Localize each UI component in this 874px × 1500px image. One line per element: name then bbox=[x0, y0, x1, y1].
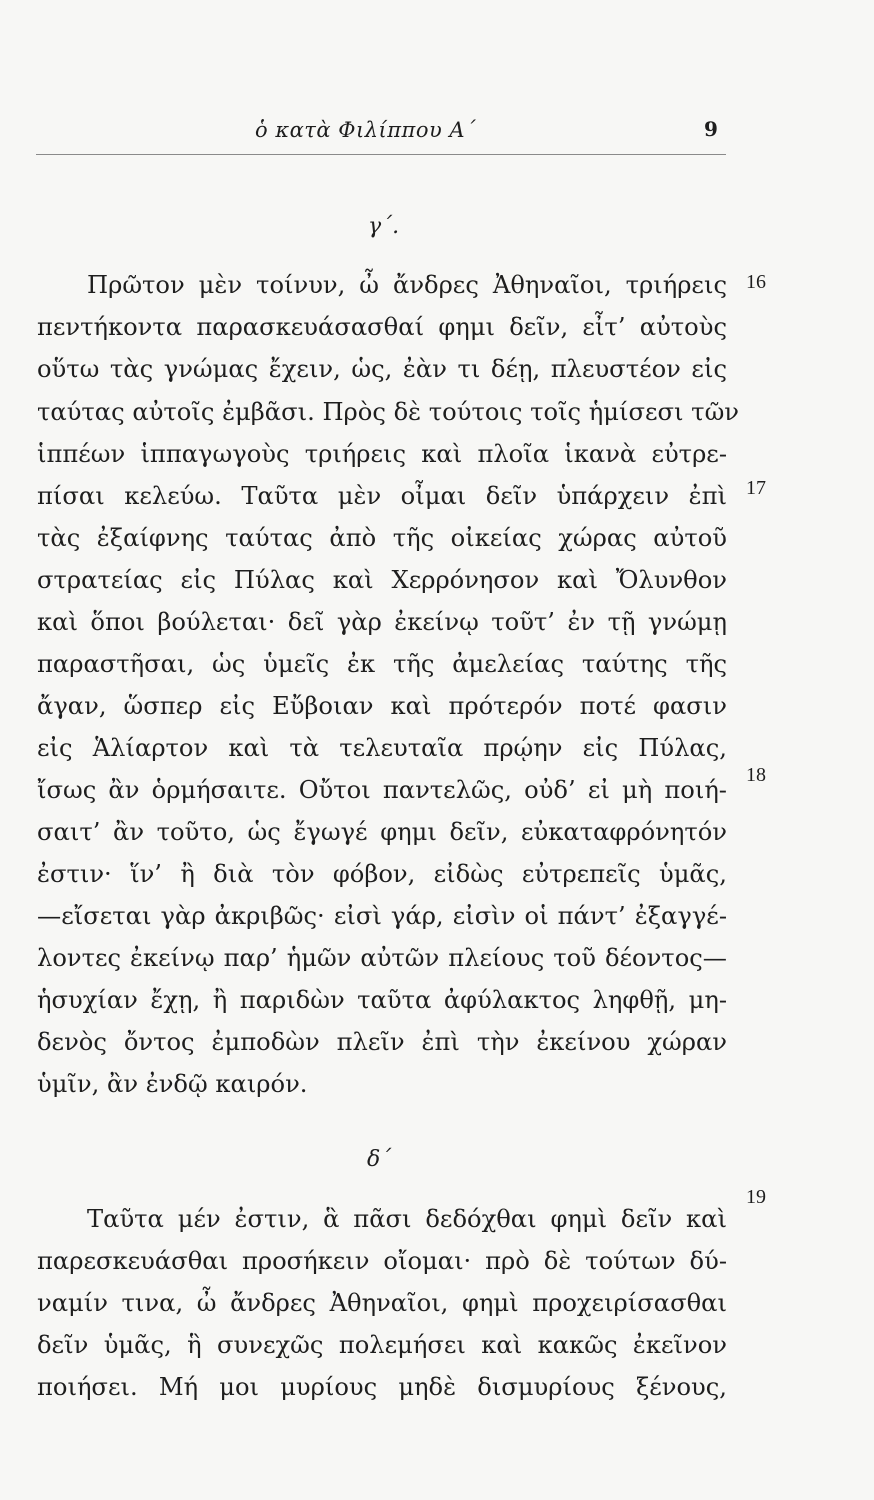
text-line: λοντες ἐκείνῳ παρ’ ἡμῶν αὐτῶν πλείους τοῦ δέοντος— bbox=[37, 944, 727, 972]
text-line: ἐστιν· ἵν’ ἢ διὰ τὸν φόβον, εἰδὼς εὐτρεπεῖς ὑμᾶς, bbox=[37, 860, 727, 888]
text-line: ὑμῖν, ἂν ἐνδῷ καιρόν. bbox=[37, 1070, 308, 1098]
text-line: ἡσυχίαν ἔχῃ, ἢ παριδὼν ταῦτα ἀφύλακτος ληφθῇ, μη- bbox=[37, 986, 727, 1014]
section-heading: γ΄. bbox=[368, 214, 400, 239]
text-line: οὕτω τὰς γνώμας ἔχειν, ὡς, ἐὰν τι δέῃ, πλευστέον εἰς bbox=[37, 355, 727, 383]
page-number: 9 bbox=[704, 117, 718, 141]
text-line: ἱππέων ἱππαγωγοὺς τριήρεις καὶ πλοῖα ἱκανὰ εὐτρε- bbox=[37, 440, 727, 468]
margin-number: 16 bbox=[746, 271, 766, 293]
text-line: ἴσως ἂν ὁρμήσαιτε. Οὔτοι παντελῶς, οὐδ’ εἰ μὴ ποιή- bbox=[37, 776, 727, 804]
text-line: Πρῶτον μὲν τοίνυν, ὦ ἄνδρες Ἀθηναῖοι, τριήρεις bbox=[87, 271, 727, 299]
text-line: ἄγαν, ὥσπερ εἰς Εὔβοιαν καὶ πρότερόν ποτέ φασιν bbox=[37, 692, 727, 720]
text-line: πίσαι κελεύω. Ταῦτα μὲν οἶμαι δεῖν ὑπάρχειν ἐπὶ bbox=[37, 482, 727, 510]
text-line: Ταῦτα μέν ἐστιν, ἃ πᾶσι δεδόχθαι φημὶ δεῖν καὶ bbox=[87, 1205, 727, 1233]
text-line: τὰς ἐξαίφνης ταύτας ἀπὸ τῆς οἰκείας χώρας αὐτοῦ bbox=[37, 524, 727, 552]
header-rule bbox=[36, 154, 726, 155]
margin-number: 18 bbox=[746, 764, 766, 786]
text-line: καὶ ὅποι βούλεται· δεῖ γὰρ ἐκείνῳ τοῦτ’ ἐν τῇ γνώμῃ bbox=[37, 608, 727, 636]
text-line: παραστῆσαι, ὡς ὑμεῖς ἐκ τῆς ἀμελείας ταύτης τῆς bbox=[37, 650, 727, 678]
text-line: ταύτας αὐτοῖς ἐμβᾶσι. Πρὸς δὲ τούτοις τοῖς ἡμίσεσι τῶν bbox=[37, 398, 739, 426]
text-line: πεντήκοντα παρασκευάσασθαί φημι δεῖν, εἶτ’ αὐτοὺς bbox=[37, 313, 727, 341]
text-line: στρατείας εἰς Πύλας καὶ Χερρόνησον καὶ Ὄλυνθον bbox=[37, 566, 727, 594]
text-line: εἰς Ἁλίαρτον καὶ τὰ τελευταῖα πρῴην εἰς Πύλας, bbox=[37, 734, 727, 762]
text-line: παρεσκευάσθαι προσήκειν οἴομαι· πρὸ δὲ τούτων δύ- bbox=[37, 1247, 727, 1275]
text-line: δεῖν ὑμᾶς, ἣ συνεχῶς πολεμήσει καὶ κακῶς ἐκεῖνον bbox=[37, 1331, 727, 1359]
text-line: δενὸς ὄντος ἐμποδὼν πλεῖν ἐπὶ τὴν ἐκείνου χώραν bbox=[37, 1028, 727, 1056]
text-line: σαιτ’ ἂν τοῦτο, ὡς ἔγωγέ φημι δεῖν, εὐκαταφρόνητόν bbox=[37, 818, 727, 846]
text-line: ποιήσει. Μή μοι μυρίους μηδὲ δισμυρίους ξένους, bbox=[37, 1373, 727, 1401]
running-title: ὁ κατὰ Φιλίππου Α΄ bbox=[255, 118, 477, 142]
margin-number: 17 bbox=[746, 477, 766, 499]
text-line: ναμίν τινα, ὦ ἄνδρες Ἀθηναῖοι, φημὶ προχειρίσασθαι bbox=[37, 1289, 727, 1317]
margin-number: 19 bbox=[746, 1186, 766, 1208]
section-heading: δ΄ bbox=[367, 1147, 392, 1172]
text-line: —εἴσεται γὰρ ἀκριβῶς· εἰσὶ γάρ, εἰσὶν οἱ πάντ’ ἐξαγγέ- bbox=[37, 902, 727, 930]
